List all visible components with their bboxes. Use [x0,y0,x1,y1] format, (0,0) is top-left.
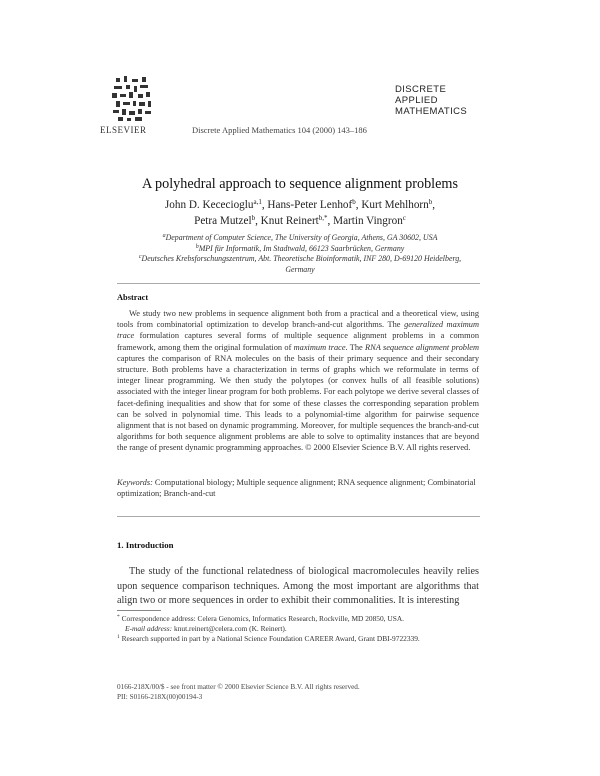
abstract-term: maximum trace [293,342,346,352]
abstract-term: RNA sequence alignment problem [365,342,479,352]
section-heading: 1. Introduction [117,540,174,550]
abstract-segment: formulation captures several forms of multiple sequence alignment problems in a common framework, among them the original formulation of [117,331,479,352]
author-name: Kurt Mehlhorn [361,199,429,211]
front-matter-line: 0166-218X/00/$ - see front matter © 2000 Elsevier Science B.V. All rights reserved. [117,683,360,691]
author-affil-mark: b [251,214,256,222]
footnote-text: Research supported in part by a National Science Foundation CAREER Award, Grant DBI-9722339. [119,634,420,643]
affiliation-text: Germany [285,264,315,274]
footnote-text: Correspondence address: Celera Genomics, Informatics Research, Rockville, MD 20850, USA. [119,614,405,623]
affiliation-mark: c [138,254,142,260]
author-affil-mark: c [402,214,406,222]
footnote-email [117,624,479,634]
footnote-correspondence [117,614,479,624]
footnote-email-label: E-mail address: [125,624,173,633]
keywords-label: Keywords: [117,478,153,487]
section-body-text: The study of the functional relatedness of biological macromolecules heavily relies upon sequence comparison techniques. Among the most important are algorithms that align two or more sequences in order to exhibit their commonalities. It is interesting [117,566,479,607]
abstract-term: generalized maximum trace [117,320,479,341]
footnote-mark: * [117,614,120,620]
journal-brand-line: APPLIED [395,95,438,106]
affiliation [0,244,600,255]
affiliation-text: Department of Computer Science, The University of Georgia, Athens, GA 30602, USA [165,233,438,242]
affiliation-text: MPI für Informatik, Im Stadtwald, 66123 Saarbrücken, Germany [198,243,405,253]
affiliation [0,265,600,276]
front-matter [117,682,360,702]
affiliation-mark: b [195,243,199,250]
abstract-heading: Abstract [117,293,149,302]
paper-title: A polyhedral approach to sequence alignment problems [142,176,458,192]
author-affil-mark: b [352,198,356,206]
author-name: Petra Mutzel [194,215,252,227]
abstract-top-rule [117,283,480,284]
affiliation [0,254,600,265]
abstract-segment: captures the comparison of RNA molecules on the basis of their primary sequence and their secondary structure. Both problems have a characterization in terms of graphs which we reformulate in terms of integer linear programming. We then study the polytopes (or convex hulls of all feasible solutions) associated with the integer linear program for both problems. For each polytope we derive several classes of facet-defining inequalities and show that for some of these classes the corresponding separation problem can be solved in polynomial time. This leads to a polynomial-time algorithm for pairwise sequence alignment that is not based on dynamic programming. Moreover, for multiple sequences the branch-and-cut algorithms for both sequence alignment problems are able to solve to optimality instances that are beyond the range of present dynamic programming approaches. © 2000 Elsevier Science B.V. All rights reserved. [117,353,479,453]
abstract-segment: We study two new problems in sequence alignment both from a practical and a theoretical view, using tools from combinatorial optimization to develop branch-and-cut algorithms. The [117,309,479,330]
journal-brand-line: MATHEMATICS [395,106,468,117]
footnote-mark: 1 [117,634,120,640]
author-separator: , [255,215,261,227]
footnotes [117,614,479,644]
abstract-segment: . The [345,342,366,352]
keywords-text: Computational biology; Multiple sequence alignment; RNA sequence alignment; Combinatorial optimization; Branch-and-cut [117,478,476,498]
author-separator: , [355,199,362,211]
abstract-text [117,308,479,454]
author-affil-mark: b [428,198,433,206]
author-name: Hans-Peter Lenhof [267,199,353,211]
author-affil-mark: a,1 [253,198,262,206]
journal-reference: Discrete Applied Mathematics 104 (2000) 143–186 [192,125,367,135]
affiliation-mark: a [162,233,166,239]
author-separator: , [261,199,268,211]
author-name: Knut Reinert [260,215,319,227]
affiliation [0,233,600,244]
keywords [117,477,479,499]
author-name: John D. Kececioglu [164,199,254,211]
abstract-bottom-rule [117,516,480,517]
affiliations [0,233,600,275]
footnote-funding [117,634,479,644]
affiliation-text: Deutsches Krebsforschungszentrum, Abt. Theoretische Bioinformatik, INF 280, D-69120 Heidelberg, [141,254,462,263]
journal-brand [395,84,467,117]
author-affil-mark: b,* [318,214,328,222]
author-separator: , [327,215,334,227]
footnote-email-text: knut.reinert@celera.com (K. Reinert). [172,624,287,633]
author-list [0,197,600,229]
footnote-rule [117,610,161,611]
journal-brand-line: DISCRETE [395,84,447,95]
front-matter-pii: PII: S0166-218X(00)00194-3 [117,693,203,701]
author-name: Martin Vingron [333,215,403,227]
author-separator: , [432,199,436,211]
publisher-name: ELSEVIER [100,125,147,135]
